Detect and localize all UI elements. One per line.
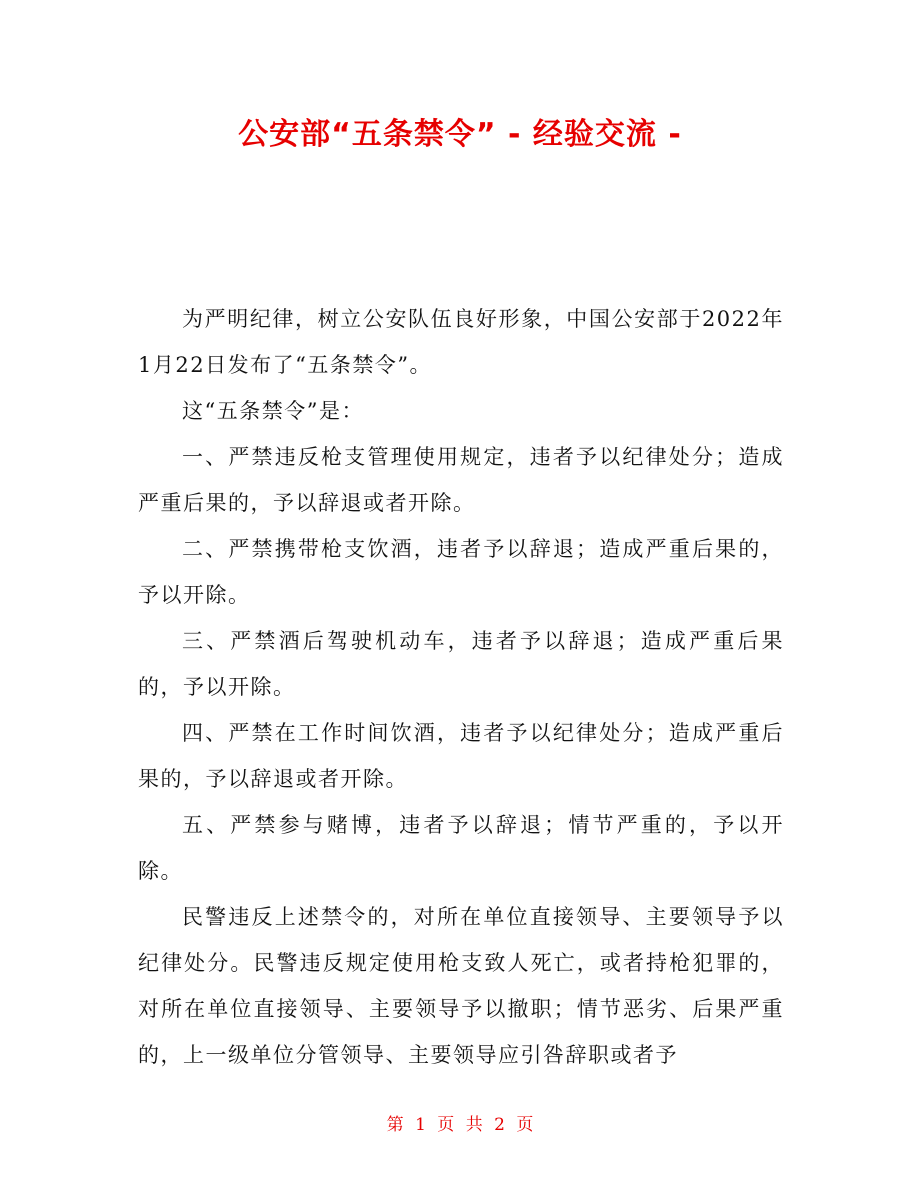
paragraph-list-heading: 这“五条禁令”是： xyxy=(182,399,364,423)
paragraph-rule-2: 二、严禁携带枪支饮酒，违者予以辞退；造成严重后果的，予以开除。 xyxy=(138,537,784,607)
paragraph-accountability: 民警违反上述禁令的，对所在单位直接领导、主要领导予以纪律处分。民警违反规定使用枪支致人死亡，或者持枪犯罪的，对所在单位直接领导、主要领导予以撤职；情节恶劣、后果严重的，上一级单位分管领导、主要领导应引咎辞职或者予 xyxy=(138,905,784,1067)
page-number-footer: 第 1 页 共 2 页 xyxy=(386,1115,534,1135)
paragraph-rule-3: 三、严禁酒后驾驶机动车，违者予以辞退；造成严重后果的，予以开除。 xyxy=(138,629,784,699)
paragraph-rule-1: 一、严禁违反枪支管理使用规定，违者予以纪律处分；造成严重后果的，予以辞退或者开除。 xyxy=(138,445,784,515)
paragraph-rule-5: 五、严禁参与赌博，违者予以辞退；情节严重的，予以开除。 xyxy=(138,813,784,883)
document-title: 公安部“五条禁令” - 经验交流 - xyxy=(238,117,682,152)
paragraph-rule-4: 四、严禁在工作时间饮酒，违者予以纪律处分；造成严重后果的，予以辞退或者开除。 xyxy=(138,721,784,791)
document-body xyxy=(138,296,784,1078)
paragraph-intro: 为严明纪律，树立公安队伍良好形象，中国公安部于2022年1月22日发布了“五条禁令”。 xyxy=(138,307,784,377)
